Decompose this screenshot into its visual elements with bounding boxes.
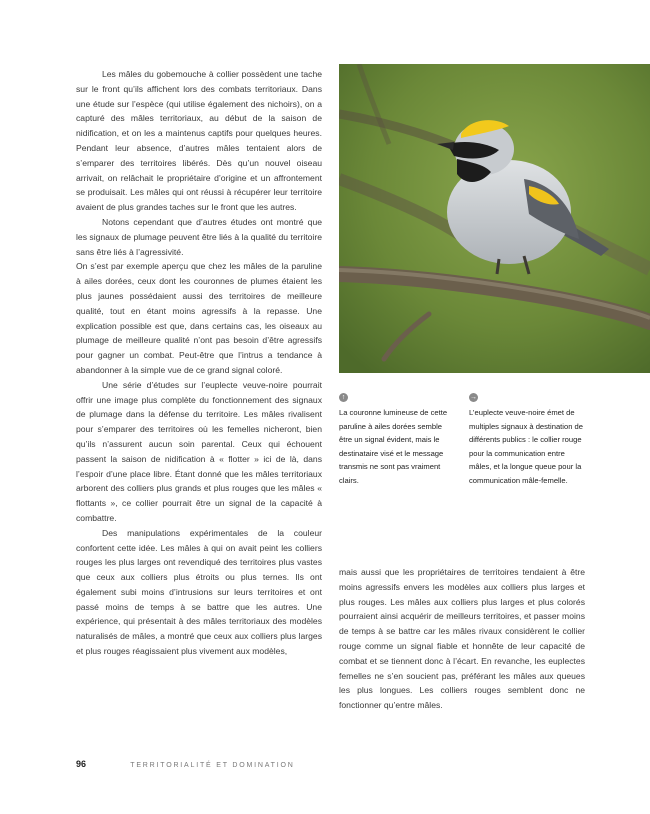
paragraph: mais aussi que les propriétaires de territoires tendaient à être moins agressifs envers les modèles aux colliers plus larges et plus rouges. Les mâles aux colliers plus larges et plus colorés pourraient ainsi acquérir de meilleurs territoires, et passer moins de temps à se battre car les mâles rivaux considèrent le collier rouge comme un signal fiable et honnête de leur capacité de combat et se tiennent donc à l’écart. En revanche, les euplectes femelles ne s’en soucient pas, préférant les mâles aux queues les plus longues. Les colliers rouges semblent donc ne fonctionner qu’entre mâles. bbox=[339, 567, 585, 711]
paragraph: Des manipulations expérimentales de la couleur confortent cette idée. Les mâles à qui on avait peint les colliers rouges les plus larges ont revendiqué des territoires plus vastes que ceux aux colliers plus étroits ou plus ternes. Ils ont également subi moins d’intrusions sur leurs territoires et ont passé moins de temps à se battre que les autres. Une expérience, qui présentait à des mâles territoriaux des modèles naturalisés de mâles, a montré que ceux aux colliers plus larges et plus rouges réagissaient plus vivement aux modèles, bbox=[76, 527, 322, 657]
running-title: TERRITORIALITÉ ET DOMINATION bbox=[130, 762, 295, 769]
page-footer bbox=[76, 759, 295, 769]
page-number: 96 bbox=[76, 759, 87, 769]
caption-text: L’euplecte veuve-noire émet de multiples signaux à destination de différents publics : le collier rouge pour la communication entre mâles, et la longue queue pour la communication mâle-femelle. bbox=[469, 408, 583, 485]
paragraph: Une série d’études sur l’euplecte veuve-noire pourrait offrir une image plus complète du fonctionnement des signaux de plumage dans la défense du territoire. Les mâles rivalisent pour s’emparer des territoires où les femelles nicheront, bien qu’ils n’assurent aucun soin parental. Ceux qui échouent passent la saison de nidification à « flotter » ici de là, dans l’espoir d’une place libre. Étant donné que les mâles territoriaux arborent des colliers plus grands et plus rouges que les mâles « flottants », ce collier pourrait être un signal de la capacité à combattre. bbox=[76, 379, 322, 523]
photo-caption-above bbox=[339, 393, 457, 488]
arrow-right-icon: → bbox=[470, 394, 477, 401]
warbler-photo bbox=[339, 64, 650, 373]
paragraph: On s’est par exemple aperçu que chez les mâles de la paruline à ailes dorées, ceux dont les couronnes de plumes étaient les plus jaunes possédaient aussi des territoires de meilleure qualité, tout en étant moins agressifs à la repasse. Une explication possible est que, dans certains cas, les oiseaux au plumage de meilleure qualité n’ont pas besoin d’être agressifs pour gagner un combat. Peut-être que l’intrus a tendance à abandonner à la simple vue de ce grand signal coloré. bbox=[76, 261, 322, 375]
right-text-column bbox=[339, 565, 585, 713]
paragraph: Notons cependant que d’autres études ont montré que les signaux de plumage peuvent être liés à la qualité du territoire sans être liés à l’agressivité. bbox=[76, 216, 322, 257]
golden-winged-warbler-illustration bbox=[339, 64, 650, 373]
left-text-column bbox=[76, 67, 322, 659]
caption-text: La couronne lumineuse de cette paruline à ailes dorées semble être un signal évident, mais le destinataire visé et le message transmis ne sont pas vraiment clairs. bbox=[339, 408, 448, 485]
photo-caption-right bbox=[469, 393, 587, 488]
arrow-up-icon: ↑ bbox=[339, 393, 348, 402]
paragraph: Les mâles du gobemouche à collier possèdent une tache sur le front qu’ils affichent lors des combats territoriaux. Dans une étude sur l’espèce (qui utilise également des nichoirs), on a capturé des mâles territoriaux, au début de la saison de nidification, et on les a maintenus captifs pour quelques heures. Pendant leur absence, d’autres mâles tentaient alors de s’emparer des territoires libérés. Dès qu’un nouvel oiseau arrivait, on relâchait le propriétaire d’origine et un affrontement se produisait. Les mâles qui ont réussi à récupérer leur territoire avaient de plus grandes taches sur le front que les autres. bbox=[76, 69, 322, 213]
